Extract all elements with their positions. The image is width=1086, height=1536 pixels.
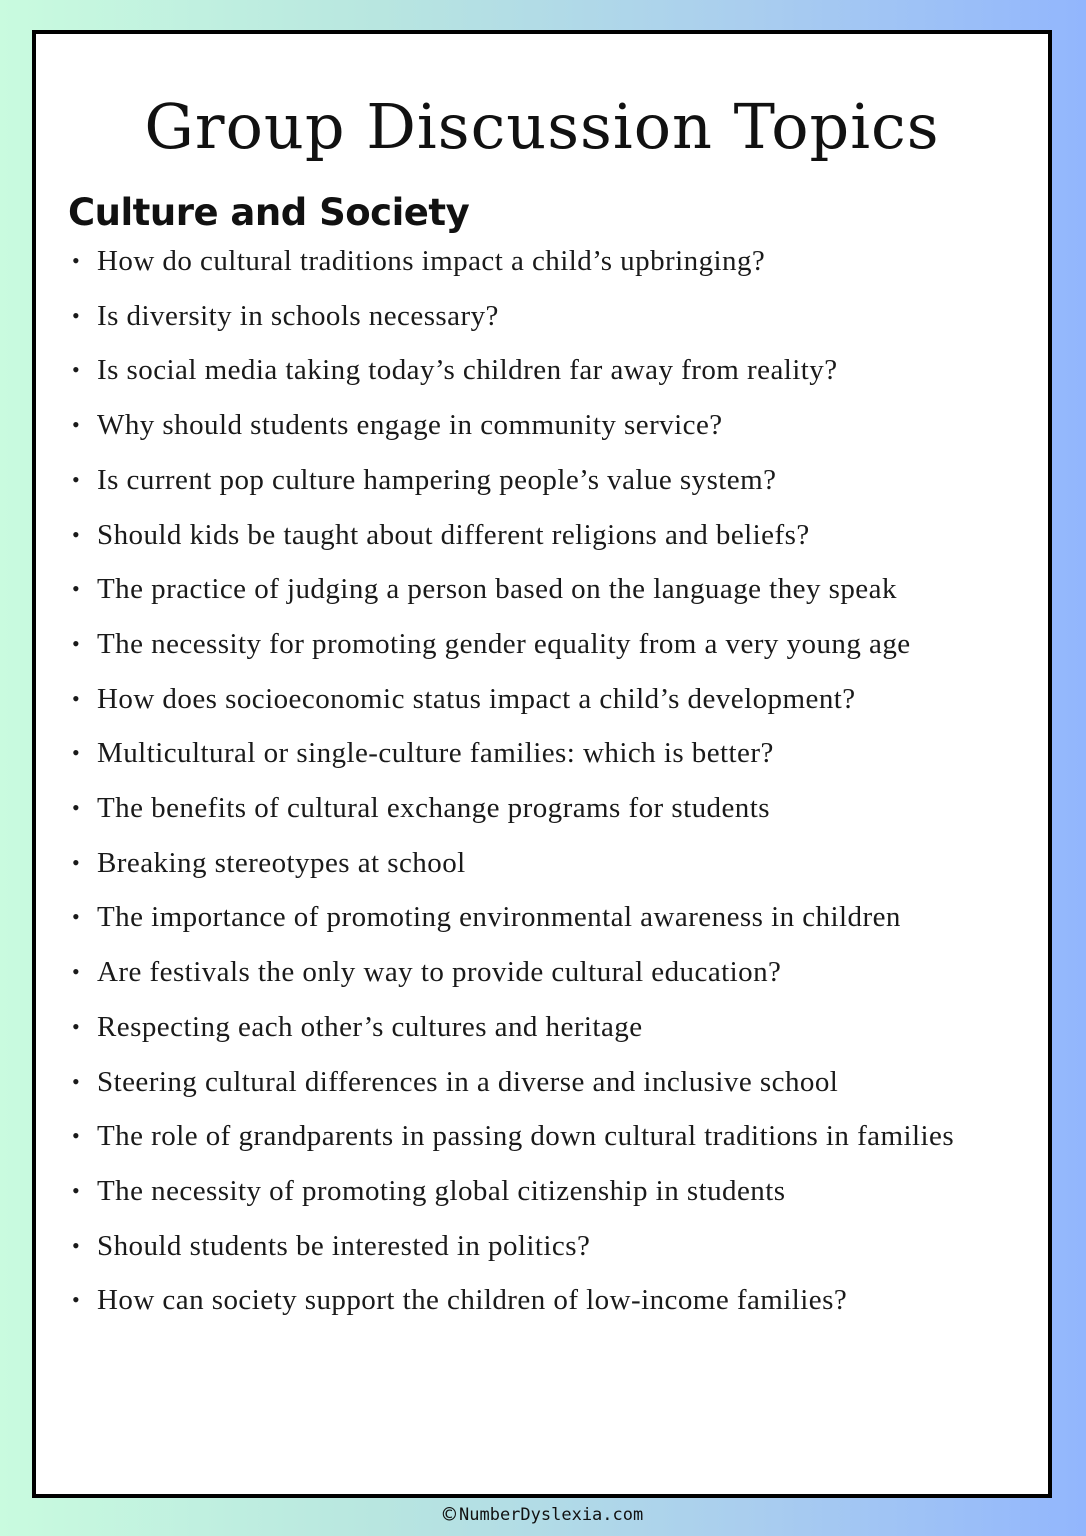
bullet-icon: •	[72, 466, 81, 492]
bullet-icon: •	[72, 1232, 81, 1258]
bullet-icon: •	[72, 1013, 81, 1039]
topic-text: How do cultural traditions impact a child’s upbringing?	[97, 245, 766, 277]
bullet-icon: •	[72, 795, 81, 821]
topic-text: The benefits of cultural exchange programs for students	[97, 792, 771, 825]
topic-item	[72, 836, 1027, 891]
topic-text: Steering cultural differences in a diverse and inclusive school	[97, 1065, 839, 1098]
topic-item	[72, 1109, 1027, 1164]
topic-text: Multicultural or single-culture families: which is better?	[97, 737, 774, 770]
topic-text: Is social media taking today’s children far away from reality?	[97, 354, 838, 387]
topic-item	[72, 617, 1027, 672]
topic-text: Should students be interested in politics?	[97, 1229, 591, 1262]
bullet-icon: •	[72, 959, 81, 985]
topic-item	[72, 289, 1027, 344]
bullet-icon: •	[72, 1177, 81, 1203]
bullet-icon: •	[72, 1068, 81, 1094]
topic-item	[72, 945, 1027, 1000]
topic-item	[72, 1273, 1027, 1328]
topic-item	[72, 672, 1027, 727]
bullet-icon: •	[72, 904, 81, 930]
topic-item	[72, 781, 1027, 836]
topic-text: The necessity of promoting global citizenship in students	[97, 1174, 786, 1207]
bullet-icon: •	[72, 576, 81, 602]
bullet-icon: •	[72, 357, 81, 383]
topic-item	[72, 562, 1027, 617]
topic-item	[72, 890, 1027, 945]
bullet-icon: •	[72, 412, 81, 438]
topic-text: Breaking stereotypes at school	[97, 846, 466, 879]
bullet-icon: •	[72, 521, 81, 547]
topic-text: Are festivals the only way to provide cultural education?	[97, 956, 782, 989]
topic-item	[72, 1164, 1027, 1219]
topic-text: The importance of promoting environmental awareness in children	[97, 901, 901, 934]
topic-text: Is current pop culture hampering people’s value system?	[97, 463, 777, 496]
bullet-icon: •	[72, 1123, 81, 1149]
bullet-icon: •	[72, 849, 81, 875]
topic-list	[72, 234, 1027, 1328]
topic-text: Is diversity in schools necessary?	[97, 299, 499, 332]
topic-text: Why should students engage in community service?	[97, 409, 723, 442]
topic-item	[72, 398, 1027, 453]
topic-item	[72, 1000, 1027, 1055]
topic-text: The practice of judging a person based on the language they speak	[97, 573, 897, 606]
topic-item	[72, 726, 1027, 781]
worksheet-card	[32, 30, 1052, 1498]
topic-item	[72, 1055, 1027, 1110]
bullet-icon: •	[72, 630, 81, 656]
copyright-icon: ©	[442, 1503, 456, 1528]
page-title: Group Discussion Topics	[144, 90, 940, 163]
footer-site: NumberDyslexia.com	[459, 1505, 644, 1525]
topic-item	[72, 343, 1027, 398]
bullet-icon: •	[72, 1287, 81, 1313]
section-heading: Culture and Society	[68, 191, 470, 234]
bullet-icon: •	[72, 740, 81, 766]
topic-text: The necessity for promoting gender equality from a very young age	[97, 627, 911, 660]
topic-text: The role of grandparents in passing down cultural traditions in families	[97, 1120, 955, 1153]
topic-item	[72, 453, 1027, 508]
topic-text: How can society support the children of low-income families?	[97, 1284, 848, 1317]
topic-text: How does socioeconomic status impact a child’s development?	[97, 682, 856, 715]
topic-text: Respecting each other’s cultures and heritage	[97, 1010, 643, 1043]
bullet-icon: •	[72, 685, 81, 711]
topic-text: Should kids be taught about different religions and beliefs?	[97, 518, 810, 551]
topic-item	[72, 234, 1027, 289]
topic-item	[72, 1219, 1027, 1274]
bullet-icon: •	[72, 248, 81, 273]
footer	[0, 1503, 1086, 1528]
bullet-icon: •	[72, 302, 81, 328]
topic-item	[72, 508, 1027, 563]
